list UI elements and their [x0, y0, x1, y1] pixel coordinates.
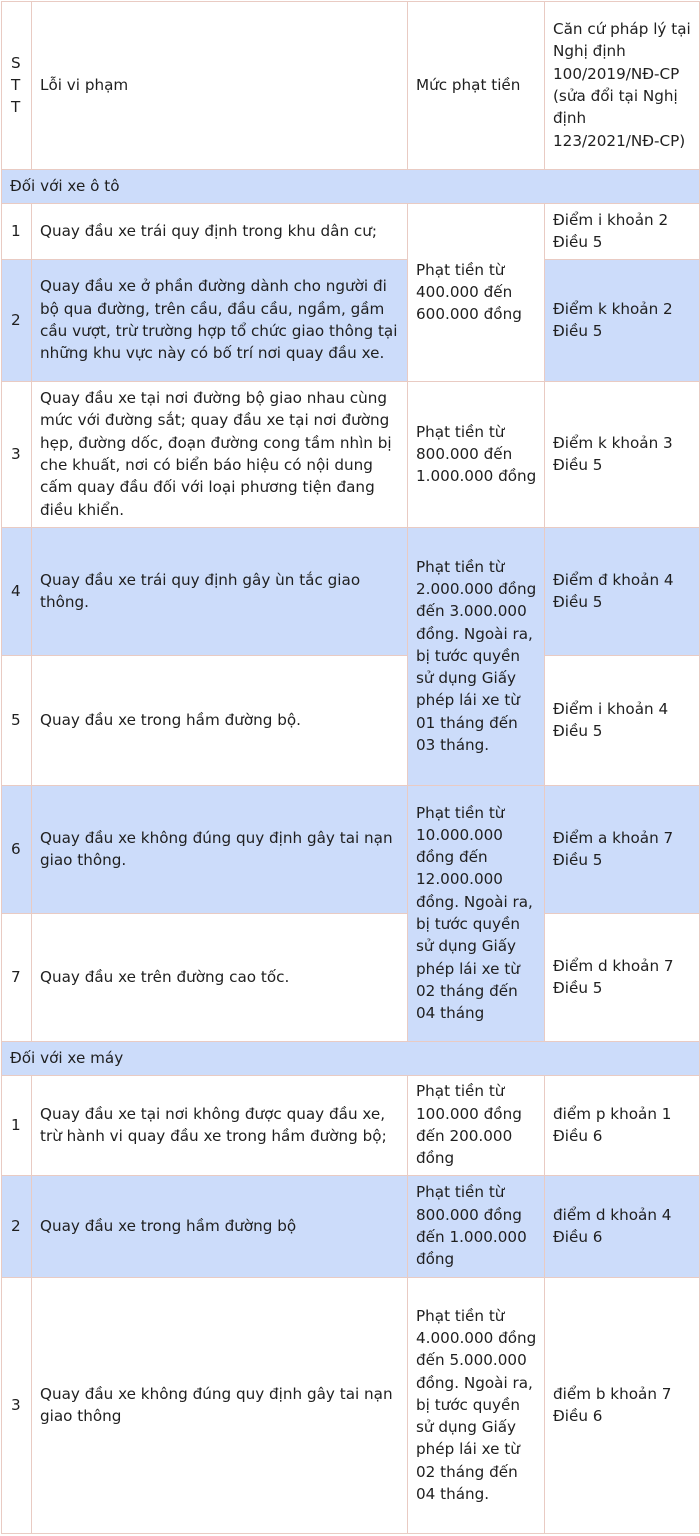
fine-cell: Phạt tiền từ 100.000 đồng đến 200.000 đồng — [408, 1076, 545, 1176]
fine-cell: Phạt tiền từ 800.000 đồng đến 1.000.000 đồng — [408, 1176, 545, 1278]
stt-header: S T T — [2, 2, 32, 170]
violation-header: Lỗi vi phạm — [32, 2, 408, 170]
table-row — [2, 260, 700, 382]
stt-cell: 3 — [2, 382, 32, 528]
table-row — [2, 528, 700, 656]
legal-cell: điểm b khoản 7 Điều 6 — [545, 1278, 700, 1534]
fine-cell: Phạt tiền từ 400.000 đến 600.000 đồng — [408, 204, 545, 382]
table-row — [2, 382, 700, 528]
violation-cell: Quay đầu xe trái quy định trong khu dân cư; — [32, 204, 408, 260]
section-car — [2, 170, 700, 204]
violation-cell: Quay đầu xe ở phần đường dành cho người đi bộ qua đường, trên cầu, đầu cầu, ngầm, gầm cầu vượt, trừ trường hợp tổ chức giao thông tại những khu vực này có bố trí nơi quay đầu xe. — [32, 260, 408, 382]
stt-cell: 5 — [2, 656, 32, 786]
table-row — [2, 204, 700, 260]
table-row — [2, 1278, 700, 1534]
stt-cell: 1 — [2, 204, 32, 260]
legal-cell: Điểm đ khoản 4 Điều 5 — [545, 528, 700, 656]
violation-cell: Quay đầu xe tại nơi không được quay đầu xe, trừ hành vi quay đầu xe trong hầm đường bộ; — [32, 1076, 408, 1176]
violation-cell: Quay đầu xe không đúng quy định gây tai nạn giao thông — [32, 1278, 408, 1534]
violation-cell: Quay đầu xe tại nơi đường bộ giao nhau cùng mức với đường sắt; quay đầu xe tại nơi đường hẹp, đường dốc, đoạn đường cong tầm nhìn bị che khuất, nơi có biển báo hiệu có nội dung cấm quay đầu đối với loại phương tiện đang điều khiển. — [32, 382, 408, 528]
stt-cell: 2 — [2, 1176, 32, 1278]
stt-cell: 6 — [2, 786, 32, 914]
table-row — [2, 1076, 700, 1176]
stt-cell: 1 — [2, 1076, 32, 1176]
fine-cell: Phạt tiền từ 4.000.000 đồng đến 5.000.000 đồng. Ngoài ra, bị tước quyền sử dụng Giấy phép lái xe từ 02 tháng đến 04 tháng. — [408, 1278, 545, 1534]
table-row — [2, 786, 700, 914]
legal-cell: điểm p khoản 1 Điều 6 — [545, 1076, 700, 1176]
section-title-car: Đối với xe ô tô — [2, 170, 700, 204]
fine-cell: Phạt tiền từ 10.000.000 đồng đến 12.000.000 đồng. Ngoài ra, bị tước quyền sử dụng Giấy phép lái xe từ 02 tháng đến 04 tháng — [408, 786, 545, 1042]
section-motorbike — [2, 1042, 700, 1076]
stt-cell: 7 — [2, 914, 32, 1042]
violation-cell: Quay đầu xe trong hầm đường bộ. — [32, 656, 408, 786]
violation-cell: Quay đầu xe trên đường cao tốc. — [32, 914, 408, 1042]
legal-cell: Điểm k khoản 3 Điều 5 — [545, 382, 700, 528]
fine-header: Mức phạt tiền — [408, 2, 545, 170]
violation-cell: Quay đầu xe trong hầm đường bộ — [32, 1176, 408, 1278]
legal-cell: Điểm i khoản 2 Điều 5 — [545, 204, 700, 260]
section-title-motorbike: Đối với xe máy — [2, 1042, 700, 1076]
legal-basis-header: Căn cứ pháp lý tại Nghị định 100/2019/NĐ-CP (sửa đổi tại Nghị định 123/2021/NĐ-CP) — [545, 2, 700, 170]
table-row — [2, 914, 700, 1042]
violation-cell: Quay đầu xe không đúng quy định gây tai nạn giao thông. — [32, 786, 408, 914]
legal-cell: Điểm a khoản 7 Điều 5 — [545, 786, 700, 914]
legal-cell: Điểm k khoản 2 Điều 5 — [545, 260, 700, 382]
stt-cell: 3 — [2, 1278, 32, 1534]
table-row — [2, 656, 700, 786]
header-row — [2, 2, 700, 170]
legal-cell: Điểm i khoản 4 Điều 5 — [545, 656, 700, 786]
table-row — [2, 1176, 700, 1278]
fine-cell: Phạt tiền từ 2.000.000 đồng đến 3.000.000 đồng. Ngoài ra, bị tước quyền sử dụng Giấy phép lái xe từ 01 tháng đến 03 tháng. — [408, 528, 545, 786]
fine-cell: Phạt tiền từ 800.000 đến 1.000.000 đồng — [408, 382, 545, 528]
penalty-table — [1, 1, 700, 1534]
stt-cell: 2 — [2, 260, 32, 382]
legal-cell: điểm d khoản 4 Điều 6 — [545, 1176, 700, 1278]
legal-cell: Điểm d khoản 7 Điều 5 — [545, 914, 700, 1042]
stt-cell: 4 — [2, 528, 32, 656]
violation-cell: Quay đầu xe trái quy định gây ùn tắc giao thông. — [32, 528, 408, 656]
